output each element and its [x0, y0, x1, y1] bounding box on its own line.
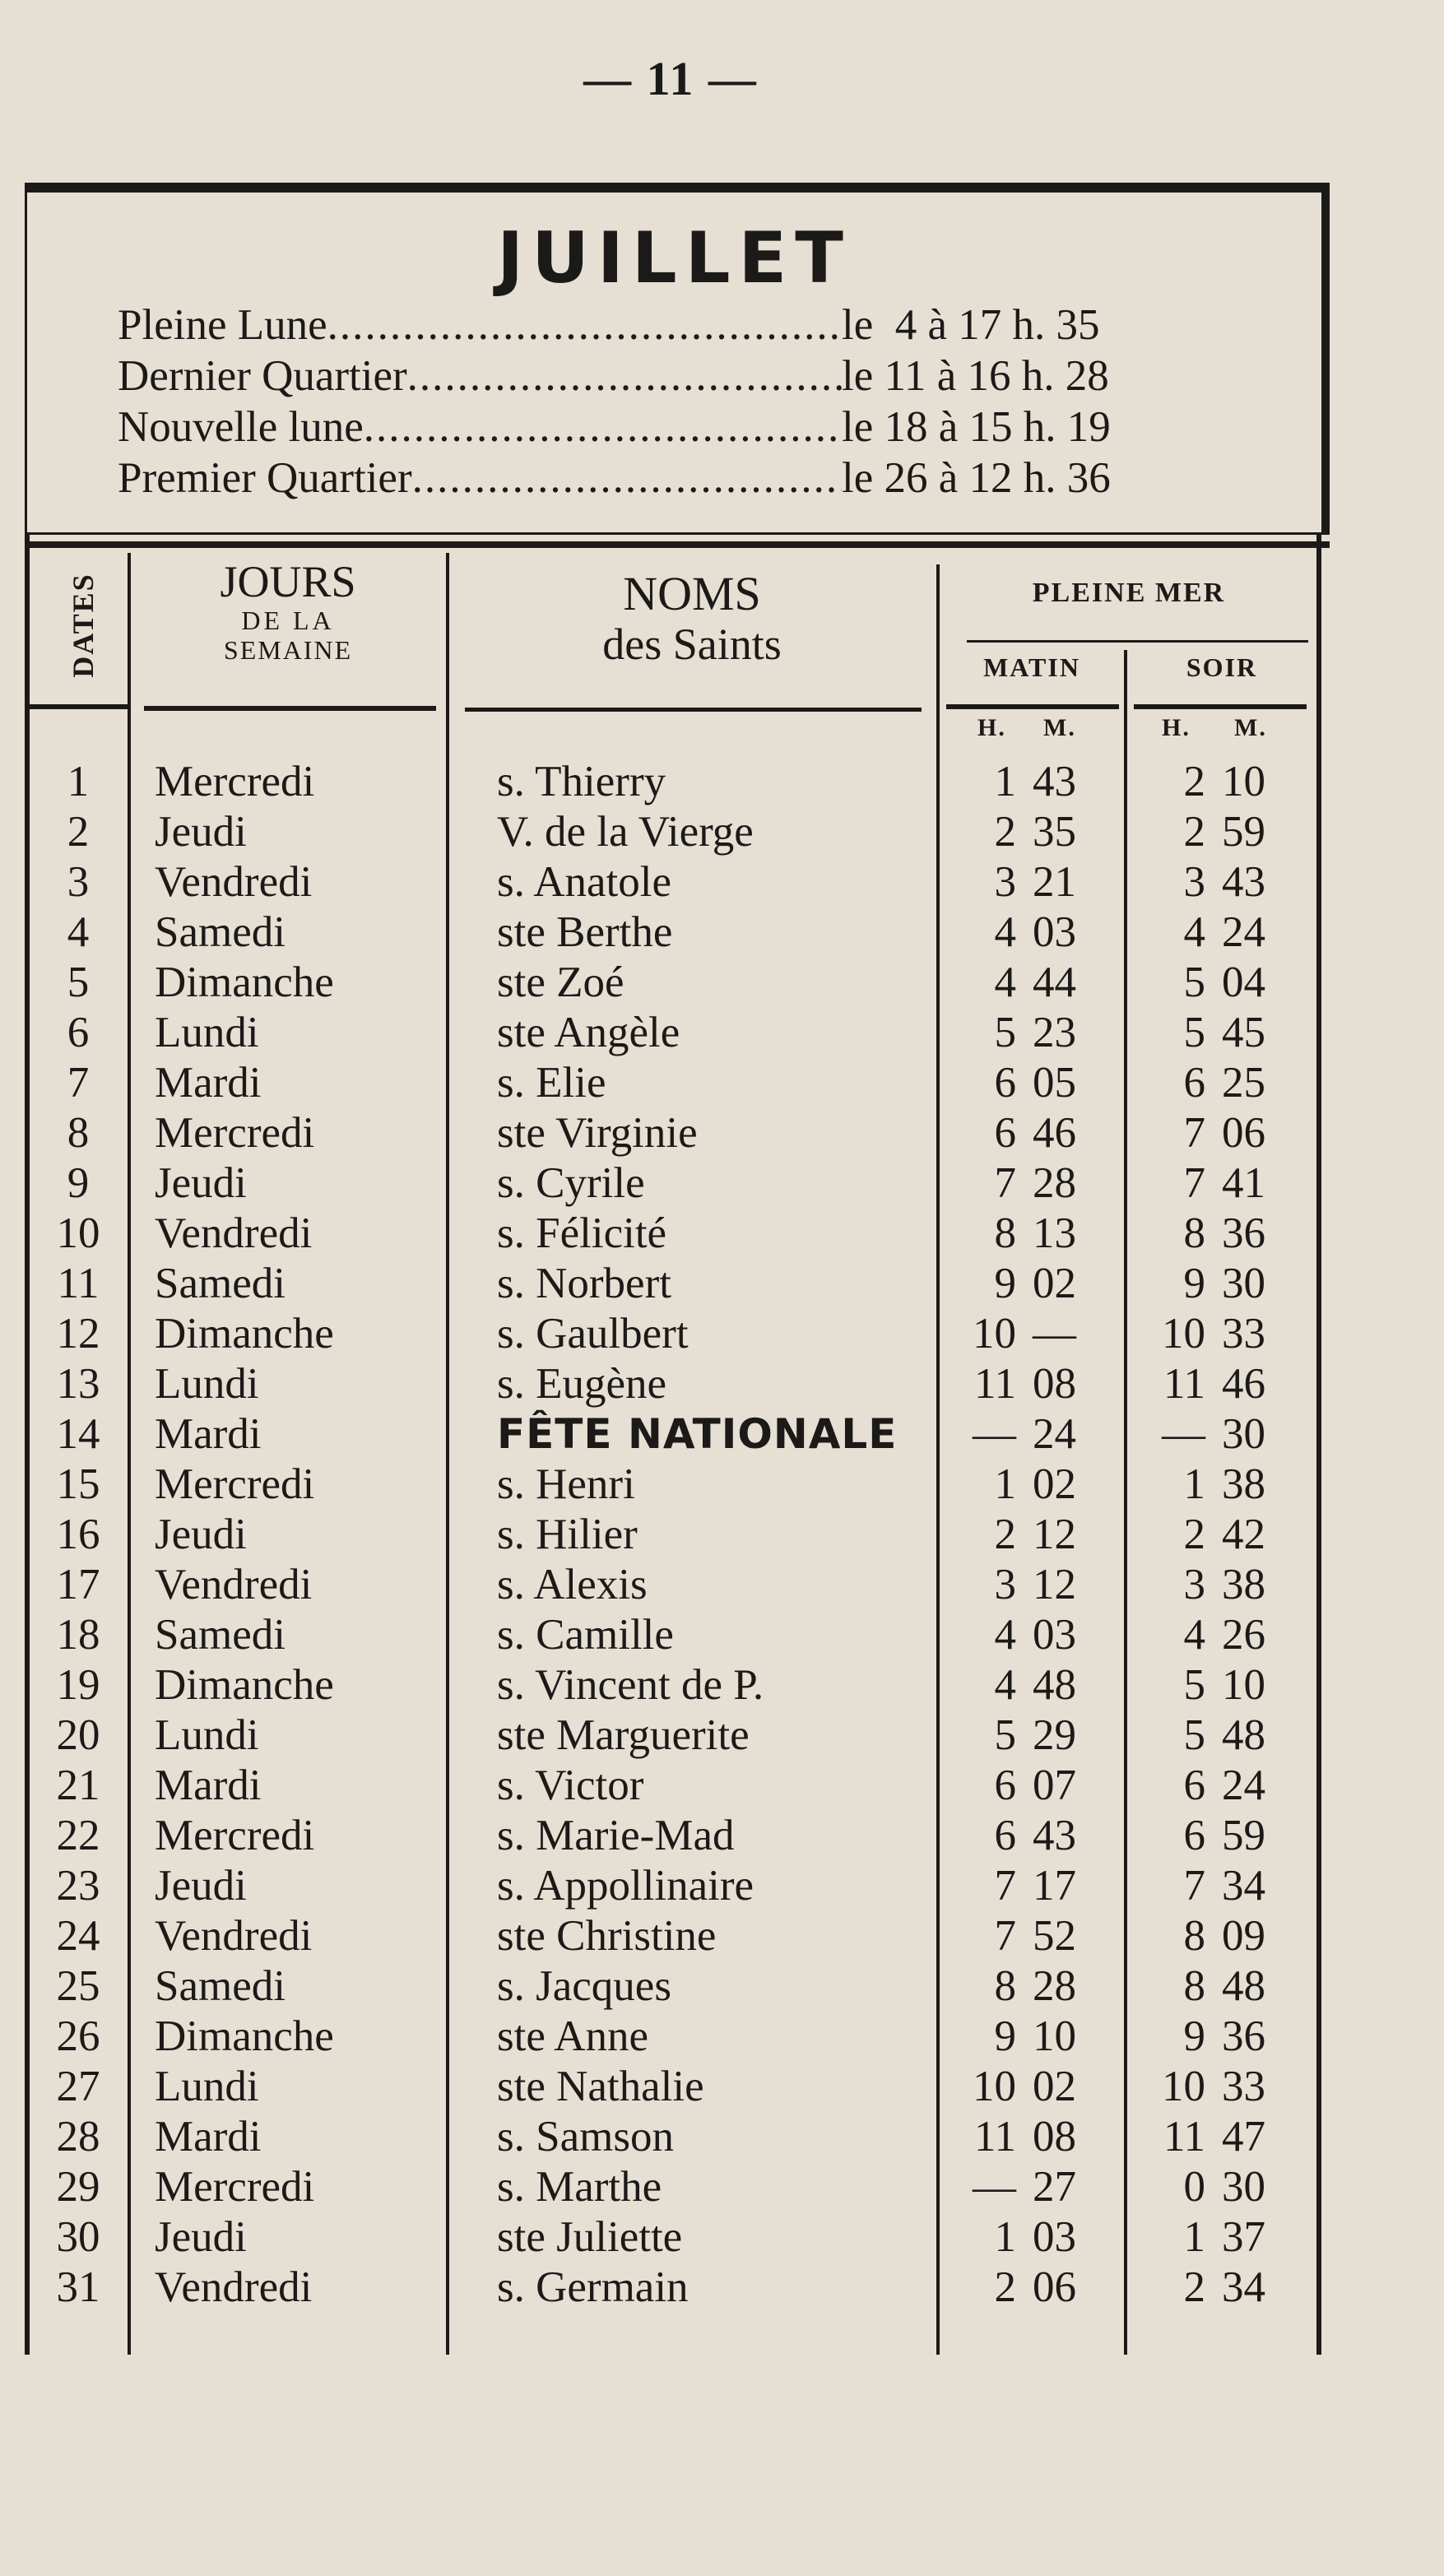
morning-tide-hour: 3 — [994, 1561, 1016, 1608]
morning-tide-minute: 23 — [1033, 1009, 1076, 1056]
morning-tide-hour: 6 — [994, 1059, 1016, 1107]
pleine-mer-header: PLEINE MER — [1032, 578, 1226, 608]
pleine-mer-underline — [967, 640, 1308, 643]
weekday-cell: Jeudi — [155, 1862, 247, 1910]
evening-tide-minute: 41 — [1222, 1159, 1265, 1207]
date-cell: 12 — [56, 1310, 100, 1358]
table-row — [0, 1409, 1444, 1460]
saint-cell: ste Nathalie — [497, 2063, 704, 2110]
matin-minutes-label: M. — [1043, 714, 1076, 741]
saint-cell: s. Cyrile — [497, 1159, 645, 1207]
weekday-cell: Mardi — [155, 1410, 262, 1458]
weekday-cell: Mercredi — [155, 758, 315, 805]
evening-tide-minute: 36 — [1222, 2012, 1265, 2060]
weekday-cell: Samedi — [155, 908, 286, 956]
morning-tide-hour: 5 — [994, 1009, 1016, 1056]
table-row — [0, 1158, 1444, 1209]
evening-tide-minute: 10 — [1222, 758, 1265, 805]
column-header-underline — [30, 704, 128, 709]
table-row — [0, 2162, 1444, 2212]
evening-tide-hour: 5 — [1183, 1711, 1205, 1759]
table-row — [0, 1710, 1444, 1761]
column-header-underline — [465, 708, 922, 712]
morning-tide-minute: 02 — [1033, 2063, 1076, 2110]
evening-tide-hour: 4 — [1183, 1611, 1205, 1659]
morning-tide-minute: 21 — [1033, 858, 1076, 906]
month-header-box — [25, 183, 1330, 535]
table-row — [0, 807, 1444, 857]
date-cell: 29 — [56, 2163, 100, 2211]
evening-tide-minute: 36 — [1222, 1209, 1265, 1257]
table-row — [0, 1811, 1444, 1861]
morning-tide-hour: 2 — [994, 1511, 1016, 1558]
evening-tide-hour: 7 — [1183, 1109, 1205, 1157]
table-row — [0, 1309, 1444, 1359]
weekday-cell: Jeudi — [155, 808, 247, 856]
morning-tide-minute: 12 — [1033, 1561, 1076, 1608]
date-cell: 10 — [56, 1209, 100, 1257]
table-row — [0, 757, 1444, 807]
table-row — [0, 1660, 1444, 1710]
saint-cell: ste Juliette — [497, 2213, 683, 2261]
morning-tide-minute: 06 — [1033, 2263, 1076, 2311]
morning-tide-hour: 7 — [994, 1912, 1016, 1960]
moon-phase-row — [118, 299, 1270, 350]
weekday-cell: Mercredi — [155, 2163, 315, 2211]
date-cell: 9 — [67, 1159, 90, 1207]
evening-tide-hour: 5 — [1183, 1661, 1205, 1709]
saint-cell: FÊTE NATIONALE — [497, 1410, 898, 1458]
moon-phase-date: le 26 à 12 h. 36 — [842, 454, 1111, 502]
morning-tide-minute: 02 — [1033, 1460, 1076, 1508]
saint-cell: ste Berthe — [497, 908, 673, 956]
saint-cell: s. Gaulbert — [497, 1310, 689, 1358]
weekday-cell: Samedi — [155, 1260, 286, 1307]
column-header-underline — [946, 704, 1119, 709]
weekday-cell: Vendredi — [155, 1561, 313, 1608]
date-cell: 11 — [57, 1260, 100, 1307]
saint-cell: s. Elie — [497, 1059, 606, 1107]
evening-tide-hour: 7 — [1183, 1159, 1205, 1207]
date-cell: 24 — [56, 1912, 100, 1960]
date-cell: 16 — [56, 1511, 100, 1558]
evening-tide-hour: 11 — [1163, 1360, 1205, 1408]
morning-tide-hour: 5 — [994, 1711, 1016, 1759]
saint-cell: s. Hilier — [497, 1511, 638, 1558]
morning-tide-minute: 52 — [1033, 1912, 1076, 1960]
date-cell: 21 — [56, 1761, 100, 1809]
table-row — [0, 1961, 1444, 2012]
table-row — [0, 1861, 1444, 1911]
saint-cell: ste Christine — [497, 1912, 717, 1960]
table-row — [0, 2112, 1444, 2162]
morning-tide-minute: 24 — [1033, 1410, 1076, 1458]
saint-cell: ste Marguerite — [497, 1711, 750, 1759]
morning-tide-hour: 2 — [994, 808, 1016, 856]
weekday-cell: Mardi — [155, 1761, 262, 1809]
morning-tide-minute: 29 — [1033, 1711, 1076, 1759]
morning-tide-minute: 10 — [1033, 2012, 1076, 2060]
soir-minutes-label: M. — [1234, 714, 1267, 741]
saint-cell: s. Eugène — [497, 1360, 667, 1408]
evening-tide-minute: 06 — [1222, 1109, 1265, 1157]
morning-tide-hour: 1 — [994, 2213, 1016, 2261]
weekday-cell: Samedi — [155, 1962, 286, 2010]
morning-tide-hour: 4 — [994, 958, 1016, 1006]
morning-tide-minute: 43 — [1033, 758, 1076, 805]
morning-tide-minute: 43 — [1033, 1812, 1076, 1859]
table-row — [0, 1911, 1444, 1961]
morning-tide-hour: — — [973, 2163, 1016, 2211]
evening-tide-hour: 1 — [1183, 2213, 1205, 2261]
date-cell: 7 — [67, 1059, 90, 1107]
evening-tide-minute: 47 — [1222, 2113, 1265, 2161]
morning-tide-hour: 10 — [973, 1310, 1016, 1358]
saint-cell: s. Victor — [497, 1761, 644, 1809]
evening-tide-hour: 9 — [1183, 1260, 1205, 1307]
moon-phase-row — [118, 350, 1270, 401]
morning-tide-minute: 27 — [1033, 2163, 1076, 2211]
saint-cell: s. Thierry — [497, 758, 666, 805]
evening-tide-minute: 33 — [1222, 1310, 1265, 1358]
saint-cell: ste Anne — [497, 2012, 648, 2060]
weekday-cell: Vendredi — [155, 1209, 313, 1257]
evening-tide-minute: 30 — [1222, 2163, 1265, 2211]
saint-cell: s. Camille — [497, 1611, 674, 1659]
date-cell: 6 — [67, 1009, 90, 1056]
weekday-cell: Mercredi — [155, 1109, 315, 1157]
soir-hours-label: H. — [1162, 714, 1191, 741]
saint-cell: ste Angèle — [497, 1009, 680, 1056]
moon-phase-label: Nouvelle lune — [118, 403, 364, 451]
date-cell: 27 — [56, 2063, 100, 2110]
morning-tide-minute: 17 — [1033, 1862, 1076, 1910]
date-cell: 18 — [56, 1611, 100, 1659]
morning-tide-minute: 03 — [1033, 908, 1076, 956]
date-cell: 26 — [56, 2012, 100, 2060]
morning-tide-hour: 4 — [994, 908, 1016, 956]
dates-column-header: DATES — [67, 573, 100, 678]
moon-phase-row — [118, 453, 1270, 504]
saint-cell: s. Vincent de P. — [497, 1661, 764, 1709]
evening-tide-minute: 45 — [1222, 1009, 1265, 1056]
moon-phase-date: le 4 à 17 h. 35 — [842, 301, 1100, 349]
morning-tide-hour: 11 — [973, 2113, 1016, 2161]
saint-cell: s. Félicité — [497, 1209, 667, 1257]
weekday-cell: Vendredi — [155, 2263, 313, 2311]
date-cell: 22 — [56, 1812, 100, 1859]
evening-tide-hour: 11 — [1163, 2113, 1205, 2161]
saint-cell: V. de la Vierge — [497, 808, 754, 856]
evening-tide-hour: 6 — [1183, 1761, 1205, 1809]
morning-tide-hour: 8 — [994, 1962, 1016, 2010]
morning-tide-hour: 8 — [994, 1209, 1016, 1257]
date-cell: 13 — [56, 1360, 100, 1408]
table-row — [0, 1510, 1444, 1560]
morning-tide-minute: 08 — [1033, 1360, 1076, 1408]
date-cell: 23 — [56, 1862, 100, 1910]
morning-tide-hour: 6 — [994, 1812, 1016, 1859]
evening-tide-minute: 09 — [1222, 1912, 1265, 1960]
morning-tide-hour: 11 — [973, 1360, 1016, 1408]
matin-header: MATIN — [983, 652, 1080, 682]
morning-tide-hour: — — [973, 1410, 1016, 1458]
evening-tide-hour: 2 — [1183, 1511, 1205, 1558]
table-row — [0, 2062, 1444, 2112]
weekday-cell: Mardi — [155, 1059, 262, 1107]
table-row — [0, 1560, 1444, 1610]
evening-tide-hour: 2 — [1183, 808, 1205, 856]
header-divider — [25, 541, 1330, 548]
date-cell: 14 — [56, 1410, 100, 1458]
morning-tide-minute: 28 — [1033, 1962, 1076, 2010]
morning-tide-minute: 05 — [1033, 1059, 1076, 1107]
morning-tide-minute: 02 — [1033, 1260, 1076, 1307]
table-row — [0, 2263, 1444, 2313]
table-row — [0, 857, 1444, 907]
moon-phase-label: Premier Quartier — [118, 454, 412, 502]
date-cell: 5 — [67, 958, 90, 1006]
morning-tide-minute: 46 — [1033, 1109, 1076, 1157]
page-number: — 11 — — [583, 52, 758, 105]
morning-tide-minute: — — [1033, 1310, 1076, 1358]
evening-tide-hour: 2 — [1183, 2263, 1205, 2311]
evening-tide-minute: 33 — [1222, 2063, 1265, 2110]
weekday-cell: Jeudi — [155, 1159, 247, 1207]
weekday-cell: Jeudi — [155, 2213, 247, 2261]
saint-cell: s. Marthe — [497, 2163, 662, 2211]
date-cell: 20 — [56, 1711, 100, 1759]
evening-tide-hour: 8 — [1183, 1962, 1205, 2010]
date-cell: 25 — [56, 1962, 100, 2010]
evening-tide-minute: 25 — [1222, 1059, 1265, 1107]
weekday-cell: Mardi — [155, 2113, 262, 2161]
weekday-cell: Dimanche — [155, 1661, 334, 1709]
table-row — [0, 1460, 1444, 1510]
morning-tide-hour: 3 — [994, 858, 1016, 906]
moon-phase-label: Dernier Quartier — [118, 352, 407, 400]
evening-tide-minute: 34 — [1222, 2263, 1265, 2311]
evening-tide-minute: 24 — [1222, 1761, 1265, 1809]
date-cell: 8 — [67, 1109, 90, 1157]
evening-tide-minute: 48 — [1222, 1962, 1265, 2010]
evening-tide-minute: 30 — [1222, 1410, 1265, 1458]
moon-phase-list — [118, 299, 1270, 504]
evening-tide-minute: 10 — [1222, 1661, 1265, 1709]
morning-tide-hour: 6 — [994, 1761, 1016, 1809]
evening-tide-hour: 4 — [1183, 908, 1205, 956]
morning-tide-minute: 03 — [1033, 1611, 1076, 1659]
date-cell: 4 — [67, 908, 90, 956]
table-row — [0, 1108, 1444, 1158]
month-title: JUILLET — [497, 217, 852, 299]
weekday-cell: Samedi — [155, 1611, 286, 1659]
evening-tide-minute: 43 — [1222, 858, 1265, 906]
morning-tide-hour: 9 — [994, 2012, 1016, 2060]
evening-tide-hour: — — [1162, 1410, 1205, 1458]
morning-tide-minute: 03 — [1033, 2213, 1076, 2261]
saint-cell: s. Jacques — [497, 1962, 671, 2010]
table-row — [0, 1259, 1444, 1309]
morning-tide-hour: 1 — [994, 1460, 1016, 1508]
date-cell: 15 — [56, 1460, 100, 1508]
table-row — [0, 1761, 1444, 1811]
date-cell: 19 — [56, 1661, 100, 1709]
evening-tide-hour: 8 — [1183, 1912, 1205, 1960]
weekday-cell: Lundi — [155, 2063, 259, 2110]
evening-tide-hour: 1 — [1183, 1460, 1205, 1508]
morning-tide-minute: 08 — [1033, 2113, 1076, 2161]
evening-tide-minute: 30 — [1222, 1260, 1265, 1307]
evening-tide-hour: 3 — [1183, 858, 1205, 906]
column-header-underline — [144, 706, 436, 711]
evening-tide-minute: 46 — [1222, 1360, 1265, 1408]
morning-tide-hour: 1 — [994, 758, 1016, 805]
morning-tide-minute: 35 — [1033, 808, 1076, 856]
saint-cell: s. Anatole — [497, 858, 671, 906]
saint-cell: ste Zoé — [497, 958, 624, 1006]
evening-tide-hour: 5 — [1183, 958, 1205, 1006]
morning-tide-minute: 44 — [1033, 958, 1076, 1006]
weekday-cell: Dimanche — [155, 1310, 334, 1358]
weekday-cell: Lundi — [155, 1711, 259, 1759]
column-header-underline — [1134, 704, 1307, 709]
evening-tide-hour: 8 — [1183, 1209, 1205, 1257]
table-row — [0, 2212, 1444, 2263]
evening-tide-minute: 04 — [1222, 958, 1265, 1006]
table-row — [0, 958, 1444, 1008]
weekday-cell: Dimanche — [155, 958, 334, 1006]
evening-tide-minute: 59 — [1222, 808, 1265, 856]
table-row — [0, 1610, 1444, 1660]
moon-phase-label: Pleine Lune — [118, 301, 327, 349]
evening-tide-minute: 48 — [1222, 1711, 1265, 1759]
evening-tide-hour: 6 — [1183, 1812, 1205, 1859]
morning-tide-hour: 10 — [973, 2063, 1016, 2110]
noms-column-header: NOMS des Saints — [602, 567, 782, 669]
table-row — [0, 1359, 1444, 1409]
weekday-cell: Lundi — [155, 1009, 259, 1056]
evening-tide-hour: 9 — [1183, 2012, 1205, 2060]
evening-tide-minute: 24 — [1222, 908, 1265, 956]
morning-tide-minute: 48 — [1033, 1661, 1076, 1709]
morning-tide-minute: 28 — [1033, 1159, 1076, 1207]
saint-cell: ste Virginie — [497, 1109, 698, 1157]
evening-tide-hour: 2 — [1183, 758, 1205, 805]
date-cell: 31 — [56, 2263, 100, 2311]
evening-tide-minute: 38 — [1222, 1460, 1265, 1508]
evening-tide-hour: 0 — [1183, 2163, 1205, 2211]
date-cell: 17 — [56, 1561, 100, 1608]
soir-header: SOIR — [1186, 652, 1258, 682]
saint-cell: s. Henri — [497, 1460, 635, 1508]
saint-cell: s. Appollinaire — [497, 1862, 755, 1910]
jours-column-header: JOURS DE LA SEMAINE — [220, 557, 356, 665]
morning-tide-hour: 7 — [994, 1159, 1016, 1207]
table-row — [0, 1209, 1444, 1259]
weekday-cell: Dimanche — [155, 2012, 334, 2060]
evening-tide-hour: 10 — [1162, 1310, 1205, 1358]
moon-phase-date: le 18 à 15 h. 19 — [842, 403, 1111, 451]
matin-hours-label: H. — [977, 714, 1006, 741]
table-row — [0, 907, 1444, 958]
evening-tide-minute: 42 — [1222, 1511, 1265, 1558]
morning-tide-hour: 9 — [994, 1260, 1016, 1307]
date-cell: 3 — [67, 858, 90, 906]
evening-tide-hour: 10 — [1162, 2063, 1205, 2110]
weekday-cell: Vendredi — [155, 1912, 313, 1960]
table-row — [0, 2012, 1444, 2062]
evening-tide-hour: 6 — [1183, 1059, 1205, 1107]
table-row — [0, 1058, 1444, 1108]
saint-cell: s. Alexis — [497, 1561, 648, 1608]
weekday-cell: Mercredi — [155, 1812, 315, 1859]
morning-tide-minute: 07 — [1033, 1761, 1076, 1809]
morning-tide-hour: 7 — [994, 1862, 1016, 1910]
saint-cell: s. Samson — [497, 2113, 674, 2161]
morning-tide-minute: 13 — [1033, 1209, 1076, 1257]
saint-cell: s. Marie-Mad — [497, 1812, 735, 1859]
moon-phase-row — [118, 401, 1270, 453]
evening-tide-hour: 7 — [1183, 1862, 1205, 1910]
morning-tide-minute: 12 — [1033, 1511, 1076, 1558]
weekday-cell: Mercredi — [155, 1460, 315, 1508]
table-row — [0, 1008, 1444, 1058]
evening-tide-hour: 3 — [1183, 1561, 1205, 1608]
saint-cell: s. Norbert — [497, 1260, 671, 1307]
date-cell: 2 — [67, 808, 90, 856]
evening-tide-minute: 37 — [1222, 2213, 1265, 2261]
morning-tide-hour: 4 — [994, 1611, 1016, 1659]
date-cell: 30 — [56, 2213, 100, 2261]
date-cell: 1 — [67, 758, 90, 805]
morning-tide-hour: 6 — [994, 1109, 1016, 1157]
morning-tide-hour: 2 — [994, 2263, 1016, 2311]
moon-phase-date: le 11 à 16 h. 28 — [842, 352, 1109, 400]
weekday-cell: Jeudi — [155, 1511, 247, 1558]
morning-tide-hour: 4 — [994, 1661, 1016, 1709]
evening-tide-minute: 26 — [1222, 1611, 1265, 1659]
saint-cell: s. Germain — [497, 2263, 689, 2311]
date-cell: 28 — [56, 2113, 100, 2161]
evening-tide-minute: 59 — [1222, 1812, 1265, 1859]
evening-tide-minute: 38 — [1222, 1561, 1265, 1608]
weekday-cell: Lundi — [155, 1360, 259, 1408]
weekday-cell: Vendredi — [155, 858, 313, 906]
evening-tide-minute: 34 — [1222, 1862, 1265, 1910]
evening-tide-hour: 5 — [1183, 1009, 1205, 1056]
